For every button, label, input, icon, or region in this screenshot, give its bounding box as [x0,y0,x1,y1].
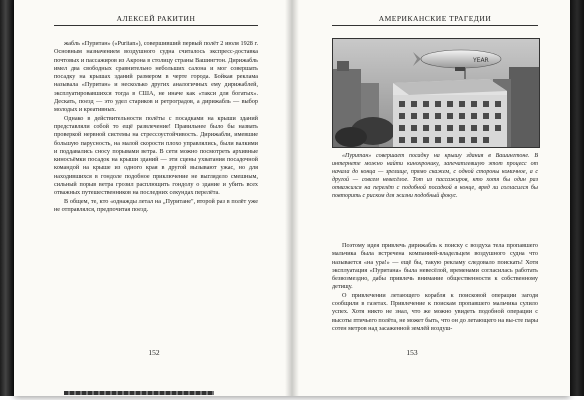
book-edge-right [570,0,584,396]
right-header-rule [332,25,538,26]
book-edge-left [0,0,14,396]
airship-photo [332,38,540,148]
book-spread [14,0,570,396]
right-page [292,0,570,396]
left-paragraph: Однако в действительности полёты с посадками на крыши зданий представляли собой то ещё развлечение! Правильнее было бы назвать проверкой нервной системы на стрессоустойчивость. Дирижабли, имевшие большую парусность, на малой скорости плохо управлялись, были валкими и поддавались сносу порывами ветра. В сети можно посмотреть архивные киносъёмки посадок на крыши зданий — эти сцены ухватания посадочной командой на крыше из одного края в другой вызывают ужас, но для находившихся в гондоле подобное приключение не выглядело смешным, сильный порыв ветра грозил расплющить гондолу о здание и убить всех отважных путешественников на последних секундах перелёта. [54,114,258,197]
caption-text: «Пуритан» совершает посадку на крышу здания в Вашингтоне. В интернете можно найти кинохронику, запечатлевшую этот процесс от начала до конца — зрелище, прямо скажем, с одной стороны комичное, а с другой — совсем невесёлое. Тот из пассажиров, кто хотя бы один раз отважился на перелёт с подобной посадкой в конце, вряд ли согласился бы повторить с риском для жизни подобный фокус. [332,153,538,199]
left-page-number: 152 [148,348,160,357]
left-header-rule [54,25,258,26]
cut-off-page-strip-bottom [64,391,214,395]
right-paragraph: Поэтому идея привлечь дирижабль к поиску с воздуха тела пропавшего мальчика была встречена компанией-владельцем воздушного судна что называется «на ура!» — ещё бы, такую рекламу следовало поискать! Хотя эксплуатация «Пуритана» была невесёлой, временами согласилась работать безвозмездно, дабы привлечь внимание общественности к собственному детищу. [332,242,538,291]
left-page [14,0,292,396]
right-paragraph: О привлечении летающего корабля к поисковой операции загодя сообщили в газетах. Привлечение к поискам пропавшего мальчика сулило успех. Хотя никто не знал, что же можно увидеть подобной операции с высоты птичьего полёта, не может быть, что он до летающего на вы-сте пары сотен метров над засаженной землёй воздуш- [332,291,538,332]
left-body-text [54,40,258,214]
left-running-head: АЛЕКСЕЙ РАКИТИН [116,14,196,23]
airship-photo-illustration [333,39,539,147]
right-running-head: АМЕРИКАНСКИЕ ТРАГЕДИИ [378,14,492,23]
left-paragraph: жабль «Пуритан» («Puritan»), совершивший первый полёт 2 июля 1928 г. Основным назначением воздушного судна считалось экспресс-доставка почтовых и пассажиров из Акрона в столицу страны Вашингтон. Дирижабль имел два свободных сравнительно небольших салона и мог совершать посадку на крышах зданий размером в черте города. Бойкая реклама называла «Пуритан» и несколько других аналогичных ему дирижаблей, эксплуатировавшихся тогда в США, не иначе как «такси для богатых». Дескать, поезд — это удел стариков и ретроградов, а дирижабль — выбор молодых и креативных. [54,40,258,114]
right-body-text [332,242,538,333]
left-paragraph: В общем, те, кто «однажды летал на „Пуритане", второй раз в полёт уже не отправлялся, предпочитая поезд. [54,197,258,213]
svg-text:YEAR: YEAR [473,57,489,64]
photo-caption [332,152,538,200]
right-page-number: 153 [406,348,418,357]
